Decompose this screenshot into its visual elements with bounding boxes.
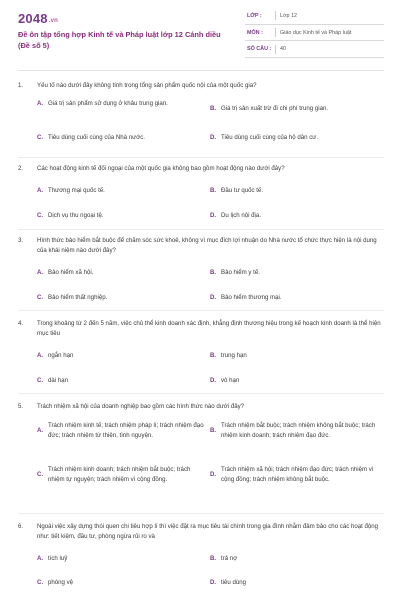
option-letter: D.	[210, 377, 217, 384]
option-c[interactable]	[37, 465, 205, 484]
meta-value: Lớp 12	[280, 12, 298, 19]
option-text: Trách nhiệm bắt buộc; trách nhiệm không bắt buộc; trách nhiệm kinh doanh; trách nhiệm đạo đức.	[221, 422, 376, 439]
option-letter: B.	[210, 269, 217, 276]
option-b[interactable]	[210, 268, 384, 278]
option-d[interactable]	[210, 293, 384, 303]
option-d[interactable]	[210, 578, 384, 588]
question-number: 2.	[18, 165, 24, 172]
option-list	[18, 418, 384, 510]
option-a[interactable]	[37, 268, 197, 278]
question-text	[18, 81, 384, 91]
question-separator	[18, 229, 384, 230]
logo-suffix: .vn	[48, 18, 59, 24]
meta-key: MÔN :	[247, 29, 263, 36]
option-c[interactable]	[37, 376, 197, 386]
option-text: Trách nhiệm kinh tế; trách nhiệm pháp lí; trách nhiệm đạo đức; trách nhiệm từ thiện, tình nguyện.	[48, 422, 204, 439]
option-text: tích luỹ	[48, 555, 68, 562]
option-text: Du lịch nội địa.	[221, 212, 261, 219]
option-text: vô hạn	[221, 377, 240, 384]
option-a[interactable]	[37, 351, 197, 361]
option-text: Bảo hiểm thất nghiệp.	[48, 294, 108, 301]
option-letter: C.	[37, 470, 44, 478]
option-letter: A.	[37, 555, 44, 562]
meta-question-count	[245, 41, 384, 58]
meta-divider	[275, 28, 276, 37]
option-letter: B.	[210, 352, 217, 359]
question-6	[18, 522, 384, 598]
question-separator	[18, 157, 384, 158]
option-letter: B.	[210, 187, 217, 194]
option-letter: B.	[210, 426, 217, 434]
option-text: dài hạn	[48, 377, 68, 384]
option-letter: C.	[37, 294, 44, 301]
question-separator	[18, 513, 384, 514]
option-c[interactable]	[37, 133, 197, 143]
option-list	[18, 345, 384, 399]
document-title: Đề ôn tập tổng hợp Kinh tế và Pháp luật lớp 12 Cánh diều (Đề số 5)	[18, 30, 221, 50]
option-list	[18, 97, 384, 159]
question-text	[18, 402, 384, 412]
document-header	[18, 8, 384, 66]
question-body: Các hoạt động kinh tế đối ngoại của một quốc gia không bao gồm hoạt động nào dưới đây?	[37, 165, 285, 172]
question-number: 3.	[18, 237, 24, 244]
option-d[interactable]	[210, 133, 384, 143]
option-text: ngắn hạn	[48, 352, 74, 359]
question-body: Hình thức bảo hiểm bắt buộc để chăm sóc sức khoẻ, không vì mục đích lợi nhuận do Nhà nước tổ chức thực hiện là nội dung của khái niệm nào dưới đây?	[37, 237, 377, 254]
option-c[interactable]	[37, 211, 197, 221]
question-separator	[18, 393, 384, 394]
meta-key: LỚP :	[247, 12, 262, 19]
option-a[interactable]	[37, 99, 197, 109]
option-letter: C.	[37, 134, 44, 141]
option-letter: C.	[37, 579, 44, 586]
option-letter: D.	[210, 212, 217, 219]
option-b[interactable]	[210, 421, 384, 440]
option-text: Giá trị sản phẩm sử dụng ở khâu trung gian.	[48, 100, 168, 107]
option-c[interactable]	[37, 578, 197, 588]
option-d[interactable]	[210, 465, 384, 484]
option-b[interactable]	[210, 351, 384, 361]
option-letter: A.	[37, 352, 44, 359]
question-body: Ngoài việc xây dựng thói quen chi tiêu hợp lí thì việc đặt ra mục tiêu tài chính trong gia đình nhằm đảm bảo cho các hoạt động như: tiết kiệm, đầu tư, phòng ngừa rủi ro và	[37, 523, 379, 540]
option-text: phòng vệ	[48, 579, 74, 586]
option-d[interactable]	[210, 376, 384, 386]
question-number: 5.	[18, 403, 24, 410]
option-c[interactable]	[37, 293, 197, 303]
question-text	[18, 236, 384, 256]
meta-subject	[245, 25, 384, 42]
question-body: Trách nhiệm xã hội của doanh nghiệp bao gồm các hình thức nào dưới đây?	[37, 403, 245, 410]
option-letter: B.	[210, 105, 217, 112]
option-text: Giá trị sản xuất trừ đi chi phí trung gian.	[221, 105, 329, 112]
question-number: 4.	[18, 320, 24, 327]
option-b[interactable]	[210, 554, 384, 564]
question-4	[18, 319, 384, 399]
option-text: Dịch vụ thu ngoại tệ.	[48, 212, 104, 219]
option-letter: A.	[37, 269, 44, 276]
option-letter: C.	[37, 212, 44, 219]
option-letter: C.	[37, 377, 44, 384]
question-body: Yếu tố nào dưới đây không tính trong tổng sản phẩm quốc nội của một quốc gia?	[37, 82, 257, 89]
option-a[interactable]	[37, 554, 197, 564]
question-number: 1.	[18, 82, 24, 89]
question-text	[18, 319, 384, 339]
meta-divider	[275, 11, 276, 20]
meta-value: Giáo dục Kinh tế và Pháp luật	[280, 29, 352, 36]
option-text: trả nợ	[221, 555, 238, 562]
question-1	[18, 81, 384, 159]
question-text	[18, 522, 384, 542]
option-text: Tiêu dùng cuối cùng của hộ dân cư.	[221, 134, 319, 141]
question-text	[18, 164, 384, 174]
option-list	[18, 548, 384, 598]
question-separator	[18, 310, 384, 311]
question-2	[18, 164, 384, 230]
option-letter: D.	[210, 294, 217, 301]
option-text: tiêu dùng	[221, 579, 247, 586]
option-a[interactable]	[37, 421, 205, 440]
option-letter: D.	[210, 134, 217, 141]
option-text: Bảo hiểm xã hội.	[48, 269, 94, 276]
question-5	[18, 402, 384, 510]
meta-key: SỐ CÂU :	[247, 46, 272, 53]
option-text: Tiêu dùng cuối cùng của Nhà nước.	[48, 134, 145, 141]
option-letter: D.	[210, 579, 217, 586]
option-letter: A.	[37, 426, 44, 434]
question-body: Trong khoảng từ 2 đến 5 năm, việc chủ thể kinh doanh xác định, khẳng định thương hiệu trong kế hoạch kinh doanh là thể hiện mục tiêu	[37, 320, 381, 337]
option-text: Trách nhiệm xã hội; trách nhiệm đạo đức; trách nhiệm vì cộng đồng; trách nhiệm không bắt buộc.	[221, 466, 374, 483]
option-letter: A.	[37, 187, 44, 194]
option-text: trung hạn	[221, 352, 247, 359]
question-3	[18, 236, 384, 316]
site-logo[interactable]	[18, 11, 58, 26]
option-d[interactable]	[210, 211, 384, 221]
option-b[interactable]	[210, 104, 384, 114]
meta-grade	[245, 8, 384, 25]
question-number: 6.	[18, 523, 24, 530]
option-letter: D.	[210, 470, 217, 478]
option-text: Bảo hiểm y tế.	[221, 269, 260, 276]
option-list	[18, 180, 384, 230]
option-list	[18, 262, 384, 316]
header-divider	[18, 70, 384, 71]
meta-divider	[275, 45, 276, 54]
document-meta	[245, 8, 384, 58]
option-text: Thương mại quốc tế.	[48, 187, 105, 194]
option-b[interactable]	[210, 186, 384, 196]
option-a[interactable]	[37, 186, 197, 196]
option-text: Trách nhiệm kinh doanh; trách nhiệm bắt buộc; trách nhiệm tự nguyện; trách nhiệm vì cộng đồng.	[48, 466, 191, 483]
option-text: Đầu tư quốc tế.	[221, 187, 264, 194]
meta-value: 40	[280, 46, 286, 53]
logo-main: 2048	[18, 11, 48, 26]
option-letter: A.	[37, 100, 44, 107]
option-letter: B.	[210, 555, 217, 562]
option-text: Bảo hiểm thương mại.	[221, 294, 282, 301]
